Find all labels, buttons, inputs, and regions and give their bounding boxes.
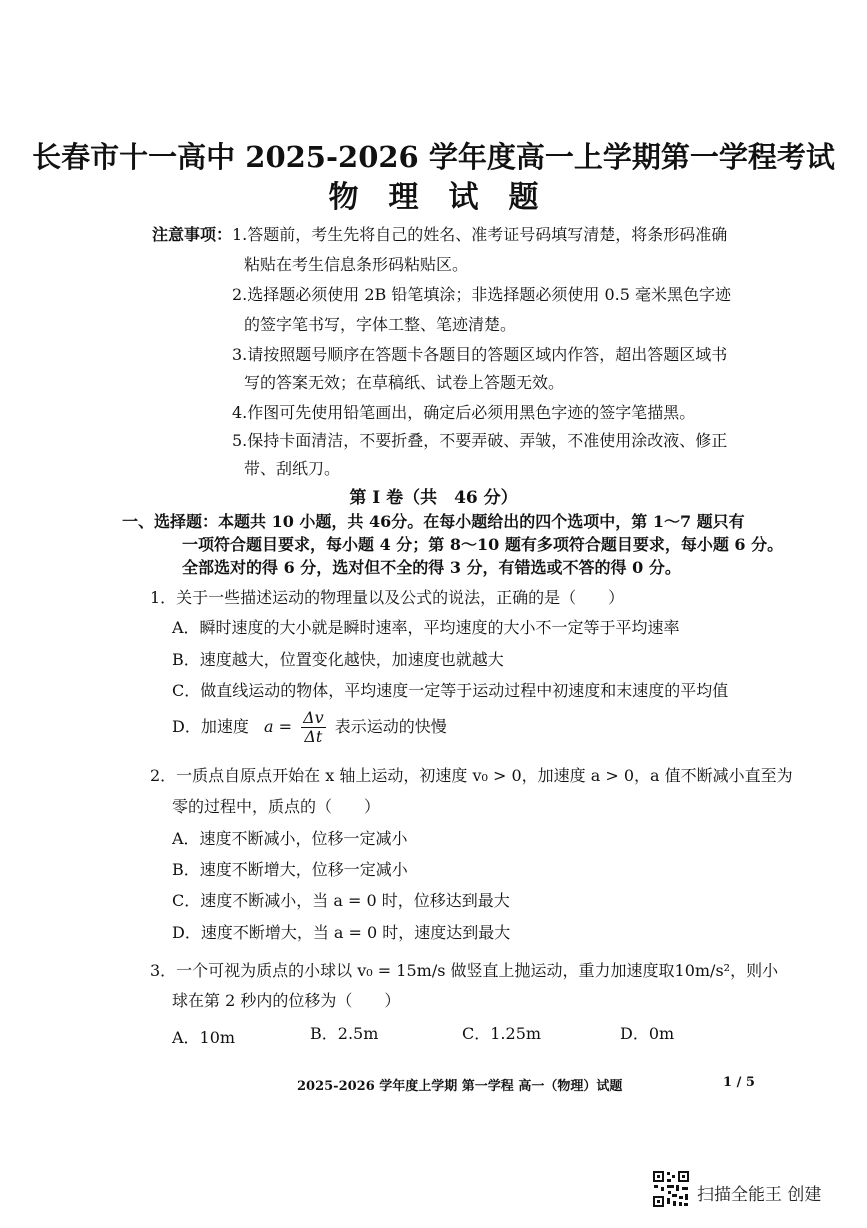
note-line: 3.请按照题号顺序在答题卡各题目的答题区域内作答，超出答题区域书 [232, 345, 728, 364]
instruction-line: 一、选择题：本题共 10 小题，共 46分。在每小题给出的四个选项中，第 1～7 题只有 [122, 512, 745, 531]
scanner-watermark: 扫描全能王 创建 [697, 1185, 822, 1205]
acceleration-fraction [301, 709, 326, 746]
option-a: A．10m [172, 1028, 236, 1047]
acceleration-lhs: a = [263, 717, 292, 736]
option-d: D．0m [620, 1024, 675, 1043]
note-line: 粘贴在考生信息条形码粘贴区。 [244, 255, 469, 274]
note-line: 5.保持卡面清洁，不要折叠，不要弄破、弄皱，不准使用涂改液、修正 [232, 431, 728, 450]
note-line: 2.选择题必须使用 2B 铅笔填涂；非选择题必须使用 0.5 毫米黑色字迹 [232, 285, 731, 304]
qr-code-icon [652, 1170, 690, 1208]
question-stem: 零的过程中，质点的（ ） [172, 797, 381, 816]
note-line: 4.作图可先使用铅笔画出，确定后必须用黑色字迹的签字笔描黑。 [232, 403, 696, 422]
notes-label: 注意事项： [152, 225, 233, 244]
question-stem: 3．一个可视为质点的小球以 v₀ = 15m/s 做竖直上抛运动，重力加速度取10m/s²，则小 [150, 961, 779, 980]
option-b: B．速度不断增大，位移一定减小 [172, 860, 408, 879]
option-d-suffix: 表示运动的快慢 [334, 717, 447, 736]
part-one-title: 第 Ⅰ 卷（共 46 分） [349, 488, 518, 508]
option-c: C．速度不断减小，当 a = 0 时，位移达到最大 [172, 891, 510, 910]
option-a: A．速度不断减小，位移一定减小 [172, 829, 408, 848]
note-line: 带、刮纸刀。 [244, 459, 341, 478]
fraction-denominator: Δt [304, 727, 323, 746]
question-stem: 球在第 2 秒内的位移为（ ） [172, 991, 401, 1010]
option-b: B．2.5m [310, 1024, 379, 1043]
option-d: D．速度不断增大，当 a = 0 时，速度达到最大 [172, 923, 511, 942]
option-c: C．1.25m [462, 1024, 542, 1043]
instruction-line: 一项符合题目要求，每小题 4 分；第 8～10 题有多项符合题目要求，每小题 6 分。 [182, 535, 784, 554]
page-footer: 2025-2026 学年度上学期 第一学程 高一（物理）试题 [297, 1079, 623, 1094]
question-stem: 2．一质点自原点开始在 x 轴上运动，初速度 v₀ > 0，加速度 a > 0，a 值不断减小直至为 [150, 766, 793, 785]
option-b: B．速度越大，位置变化越快，加速度也就越大 [172, 650, 504, 669]
note-line: 写的答案无效；在草稿纸、试卷上答题无效。 [244, 373, 565, 392]
note-line: 的签字笔书写，字体工整、笔迹清楚。 [244, 315, 517, 334]
option-d-prefix: D．加速度 [172, 717, 249, 736]
question-stem: 1．关于一些描述运动的物理量以及公式的说法，正确的是（ ） [150, 588, 625, 607]
page-number: 1 / 5 [723, 1075, 755, 1090]
note-line: 1.答题前，考生先将自己的姓名、准考证号码填写清楚，将条形码准确 [232, 225, 728, 244]
exam-subject: 物理试题 [328, 180, 569, 215]
option-c: C．做直线运动的物体，平均速度一定等于运动过程中初速度和末速度的平均值 [172, 681, 729, 700]
instruction-line: 全部选对的得 6 分，选对但不全的得 3 分，有错选或不答的得 0 分。 [182, 558, 681, 577]
option-d [172, 709, 447, 746]
exam-title: 长春市十一高中 2025-2026 学年度高一上学期第一学程考试 [32, 140, 835, 174]
fraction-numerator: Δv [303, 708, 324, 727]
option-a: A．瞬时速度的大小就是瞬时速率，平均速度的大小不一定等于平均速率 [172, 618, 680, 637]
